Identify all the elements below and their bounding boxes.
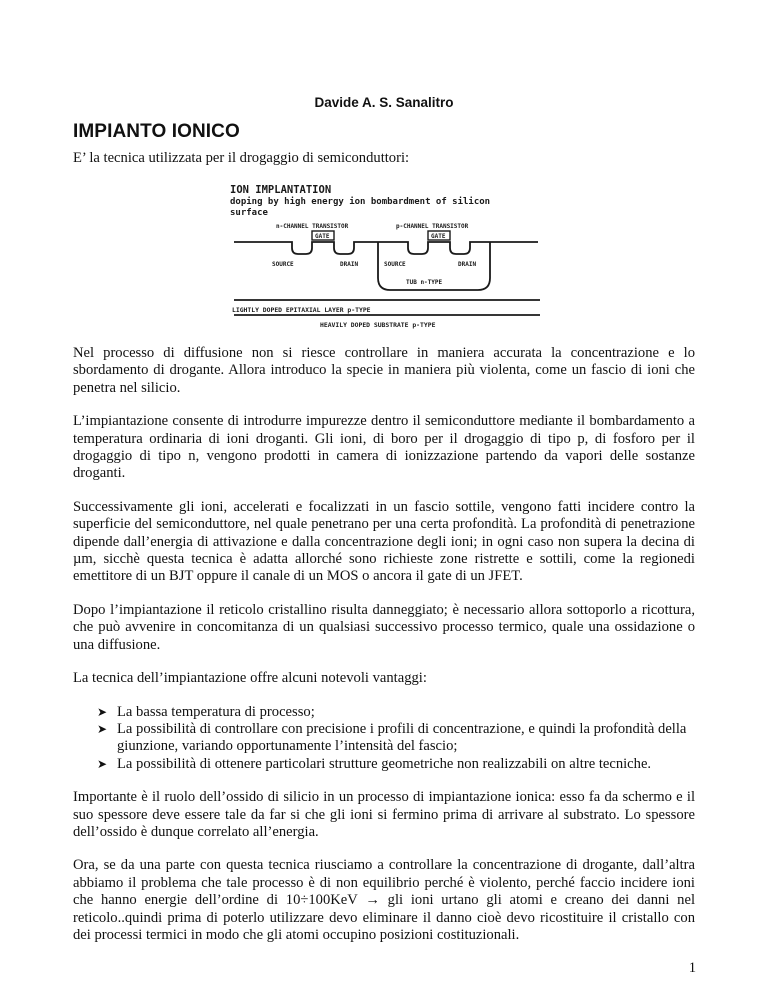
paragraph: Nel processo di diffusione non si riesce controllare in maniera accurata la concentrazione e lo sbordamento di drogante. Allora introduco la specie in maniera più violenta, come un fascio di ioni che penetra nel silicio. — [73, 345, 695, 396]
n-channel-surface — [234, 242, 378, 254]
intro-text: E’ la tecnica utilizzata per il drogaggio di semiconduttori: — [73, 150, 410, 166]
source-left-label: SOURCE — [272, 261, 294, 268]
source-right-label: SOURCE — [384, 261, 406, 268]
figure-title-line3: surface — [230, 208, 268, 218]
tub-label: TUB n-TYPE — [406, 279, 443, 286]
list-item-text: La bassa temperatura di processo; — [117, 703, 315, 720]
figure-title-line2: doping by high energy ion bombardment of silicon — [230, 197, 491, 207]
paragraph: Dopo l’impiantazione il reticolo cristallino risulta danneggiato; è necessario allora sottoporlo a ricottura, che può avvenire in concomitanza di un qualsiasi successivo processo termico, quale una ossidazione o una diffusione. — [73, 601, 695, 653]
paragraph: Ora, se da una parte con questa tecnica riusciamo a controllare la concentrazione di drogante, dall’altra abbiamo il problema che tale processo è di non equilibrio perché è violento, perché faccio incidere ioni che hanno energie dell’ordine di 10÷100KeV → gli ioni urtano gli atomi e creano dei danni nel reticolo..quindi prima di poterlo utilizzare devo eliminare il danno cioè devo ricostituire il cristallo con dei processi termici in modo che gli atomi occupino posizioni costituzionali. — [73, 857, 695, 943]
paragraph: Importante è il ruolo dell’ossido di silicio in un processo di impiantazione ionica: esso fa da schermo e il suo spessore deve essere tale da far si che gli ioni si fermino prima di arrivare al substrato. Lo spessore dell’ossido è dunque correlato all’energia. — [73, 789, 695, 840]
list-item-text: La possibilità di ottenere particolari strutture geometriche non realizzabili on altre tecniche. — [117, 755, 652, 772]
author-name: Davide A. S. Sanalitro — [314, 95, 454, 110]
n-channel-label: n-CHANNEL TRANSISTOR — [276, 223, 349, 230]
paragraph: Successivamente gli ioni, accelerati e focalizzati in un fascio sottile, vengono fatti incidere contro la superficie del semiconduttore, nel quale penetrano per una certa profondità. La profondità di penetrazione dipende dall’energia di attivazione e dalla concentrazione degli ioni; in ogni caso non supera la decina di µm, sicchè questa tecnica è adatta allorché sono richieste zone ristrette e sottili, come la regionedi emettitore di un BJT oppure il canale di un MOS o ancora il gate di un JFET. — [73, 498, 695, 585]
list-item-text: La possibilità di controllare con precisione i profili di concentrazione, e quindi la profondità della giunzione, variando opportunamente l’intensità del fascio; — [117, 720, 687, 755]
list-item — [97, 704, 695, 721]
arrow-bullet-icon: ➤ — [97, 756, 108, 771]
list-item — [97, 721, 695, 756]
arrow-bullet-icon: ➤ — [97, 721, 108, 736]
arrow-bullet-icon: ➤ — [97, 704, 108, 719]
ion-implantation-figure — [228, 182, 544, 332]
document-body — [73, 345, 695, 960]
paragraph: L’impiantazione consente di introdurre impurezze dentro il semiconduttore mediante il bombardamento a temperatura ordinaria di ioni droganti. Gli ioni, di boro per il drogaggio di tipo p, di fosforo per il drogaggio di tipo n, vengono prodotti in camera di ionizzazione partendo da vapori delle sostanze droganti. — [73, 413, 695, 482]
epitaxial-label: LIGHTLY DOPED EPITAXIAL LAYER p-TYPE — [232, 306, 371, 314]
figure-title-line1: ION IMPLANTATION — [230, 184, 332, 196]
gate-left-label: GATE — [315, 233, 330, 240]
p-channel-surface — [378, 242, 538, 254]
drain-right-label: DRAIN — [458, 261, 477, 268]
drain-left-label: DRAIN — [340, 261, 359, 268]
gate-right-label: GATE — [431, 233, 446, 240]
paragraph: La tecnica dell’impiantazione offre alcuni notevoli vantaggi: — [73, 670, 427, 687]
p-channel-label: p-CHANNEL TRANSISTOR — [396, 223, 469, 230]
page-number: 1 — [688, 960, 696, 976]
document-title: IMPIANTO IONICO — [73, 121, 240, 142]
substrate-label: HEAVILY DOPED SUBSTRATE p-TYPE — [320, 321, 436, 329]
advantages-list — [73, 704, 695, 774]
list-item — [97, 756, 695, 773]
cmos-cross-section-diagram — [228, 182, 544, 332]
